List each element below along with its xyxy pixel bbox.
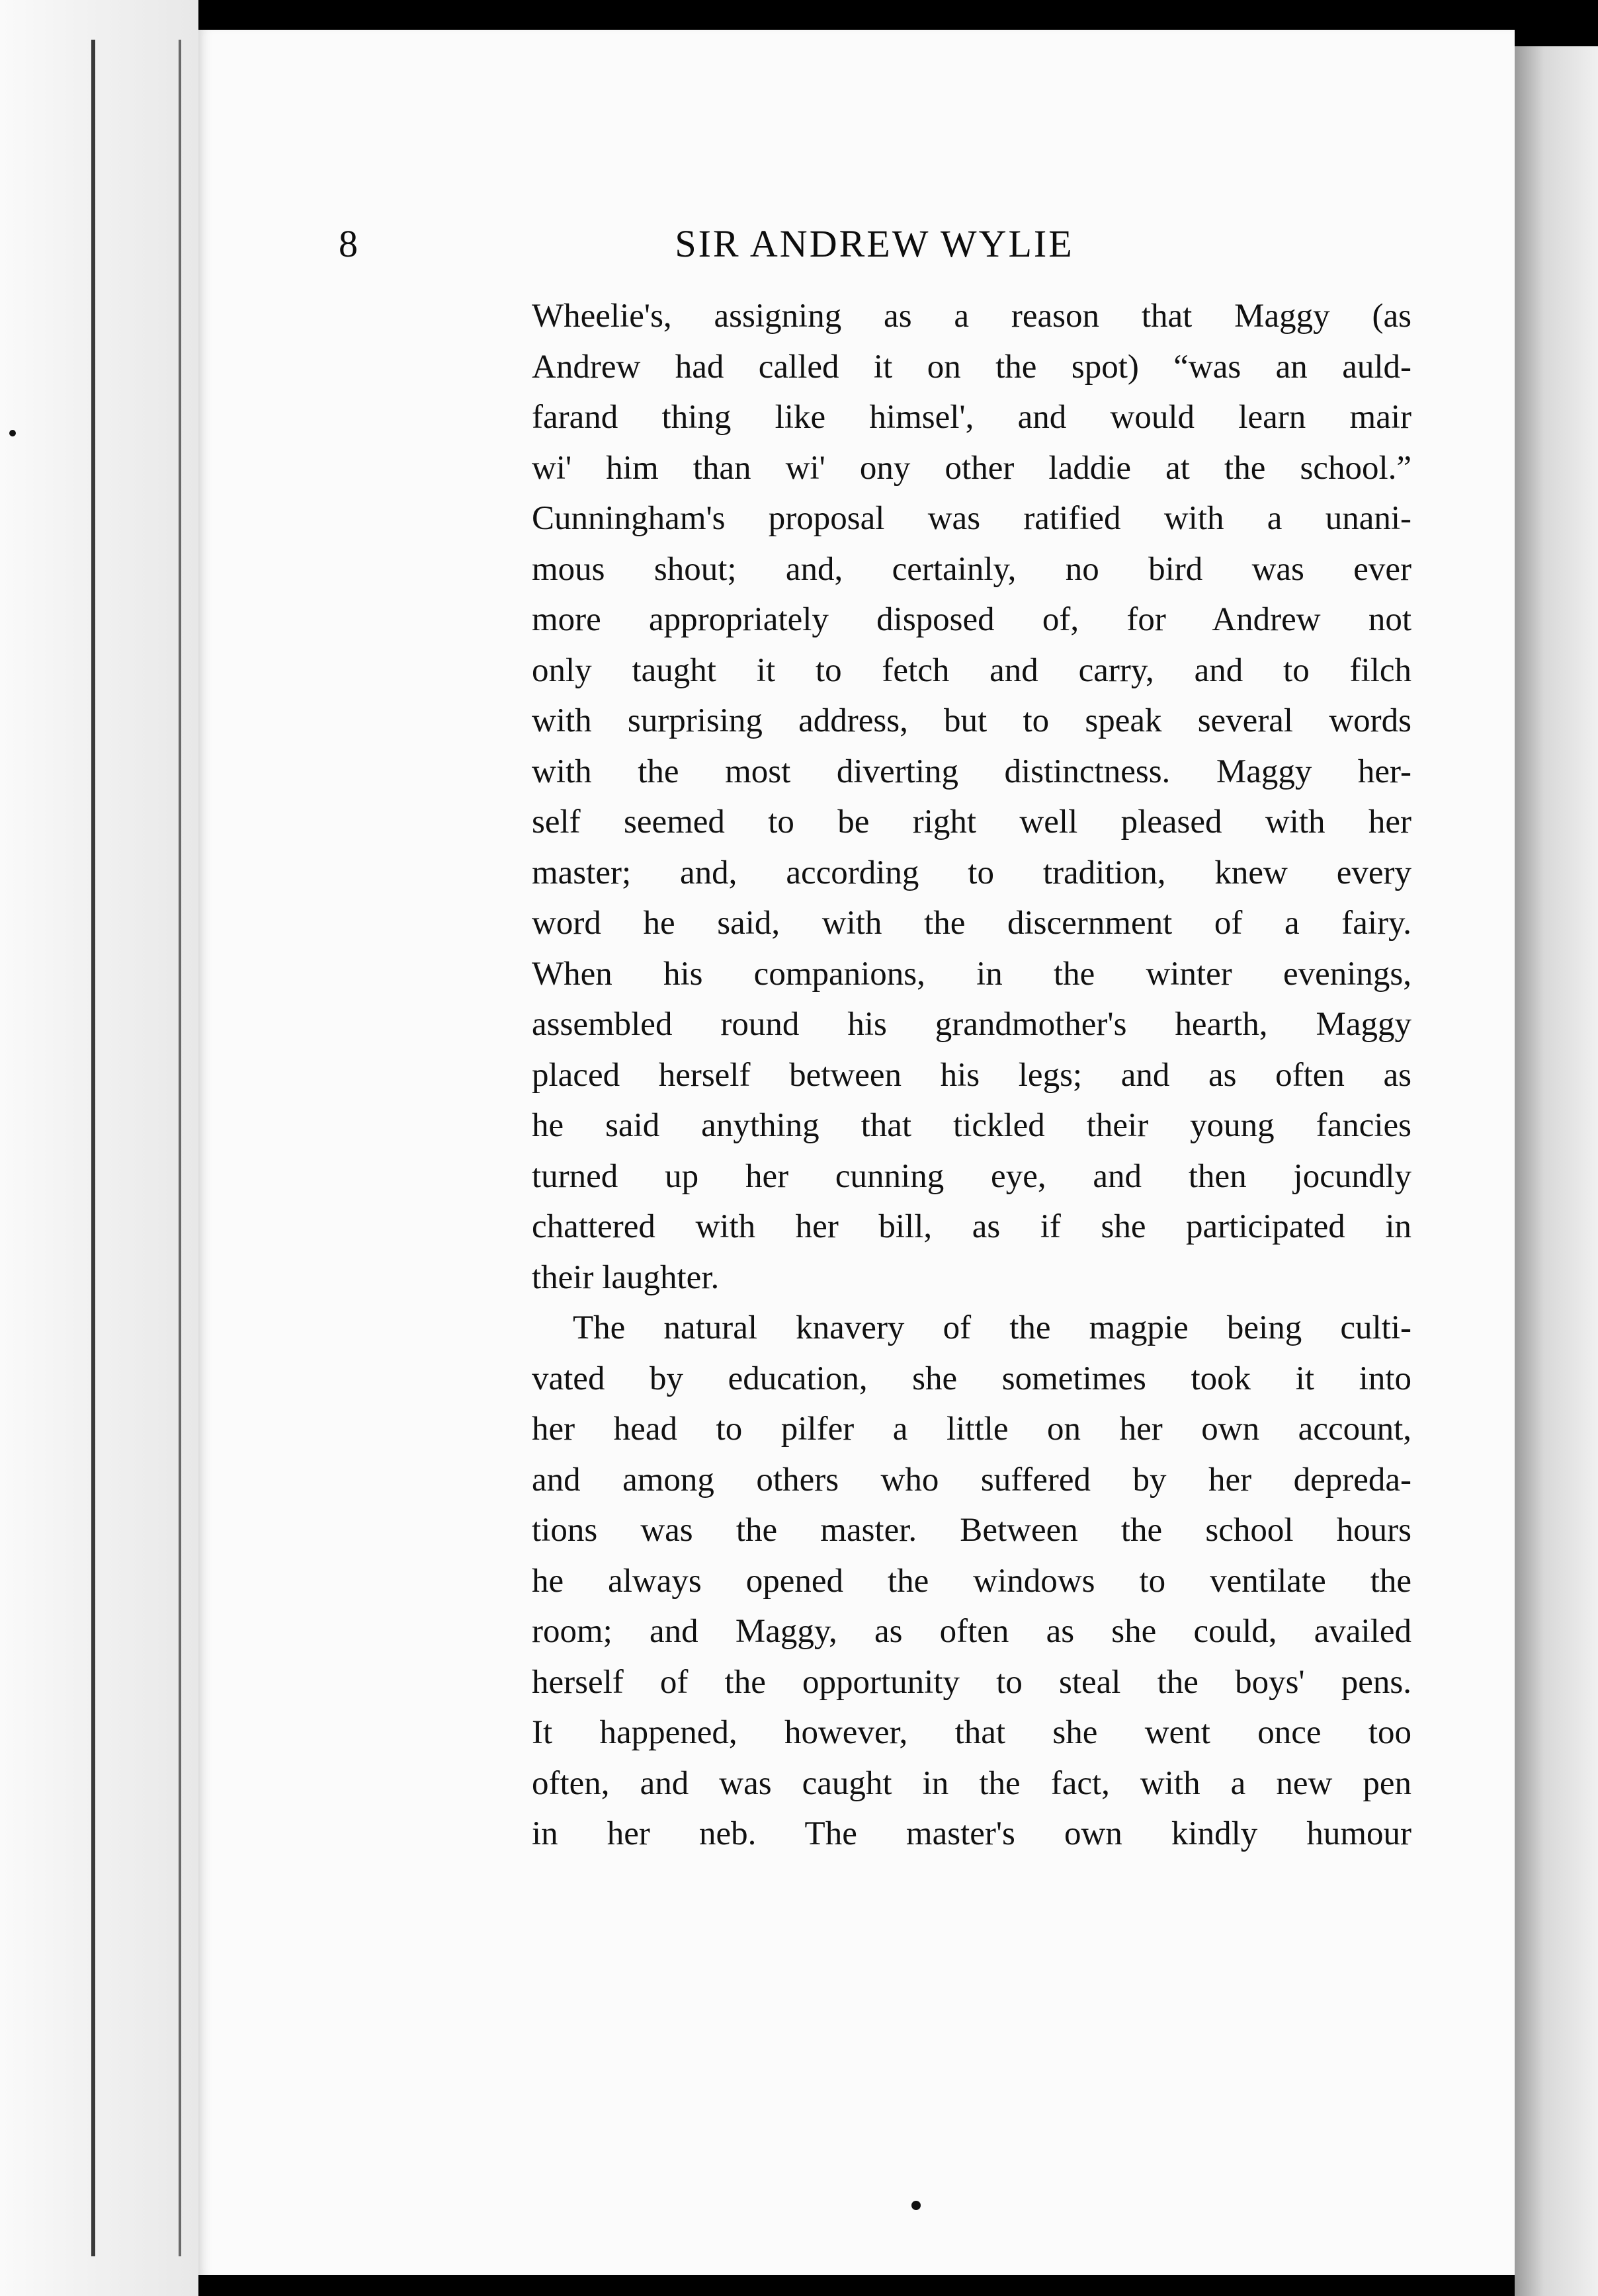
text-line: Cunningham's proposal was ratified with a unani- xyxy=(532,500,1411,537)
text-line: often, and was caught in the fact, with a new pen xyxy=(532,1764,1411,1802)
scan-left-margin xyxy=(0,0,198,2296)
page-header xyxy=(339,222,1410,268)
text-line: It happened, however, that she went once too xyxy=(532,1714,1411,1751)
text-line: The natural knavery of the magpie being culti- xyxy=(573,1309,1411,1346)
text-line: placed herself between his legs; and as often as xyxy=(532,1056,1411,1094)
text-line: in her neb. The master's own kindly humour xyxy=(532,1815,1411,1852)
left-page-fold xyxy=(179,40,181,2256)
text-line: farand thing like himsel', and would learn mair xyxy=(532,399,1411,436)
text-line: he always opened the windows to ventilate the xyxy=(532,1562,1411,1600)
text-line: master; and, according to tradition, knew every xyxy=(532,854,1411,891)
page-number: 8 xyxy=(339,222,360,265)
text-line: room; and Maggy, as often as she could, availed xyxy=(532,1613,1411,1650)
text-line: with the most diverting distinctness. Maggy her- xyxy=(532,753,1411,790)
text-line: vated by education, she sometimes took it into xyxy=(532,1360,1411,1397)
text-line: with surprising address, but to speak several words xyxy=(532,702,1411,739)
text-line: herself of the opportunity to steal the boys' pens. xyxy=(532,1663,1411,1701)
text-line: her head to pilfer a little on her own account, xyxy=(532,1411,1411,1448)
text-line: self seemed to be right well pleased with her xyxy=(532,803,1411,840)
right-page-shadow xyxy=(1515,46,1598,2296)
text-line: Andrew had called it on the spot) “was an auld- xyxy=(532,348,1411,386)
text-line: mous shout; and, certainly, no bird was ever xyxy=(532,550,1411,588)
left-binding-edge xyxy=(91,40,95,2256)
text-line: Wheelie's, assigning as a reason that Maggy (as xyxy=(532,298,1411,335)
text-line: and among others who suffered by her depreda- xyxy=(532,1461,1411,1498)
running-title: SIR ANDREW WYLIE xyxy=(675,222,1074,265)
text-line: only taught it to fetch and carry, and to filch xyxy=(532,651,1411,689)
ink-speck xyxy=(9,430,16,436)
body-text xyxy=(532,291,1411,1860)
ink-speck xyxy=(911,2201,921,2210)
text-line: assembled round his grandmother's hearth, Maggy xyxy=(532,1006,1411,1043)
text-line: he said anything that tickled their young fancies xyxy=(532,1107,1411,1144)
text-line: tions was the master. Between the school hours xyxy=(532,1512,1411,1549)
text-line: chattered with her bill, as if she participated in xyxy=(532,1208,1411,1245)
text-line: their laughter. xyxy=(532,1258,720,1296)
text-line: more appropriately disposed of, for Andrew not xyxy=(532,601,1411,638)
text-line: wi' him than wi' ony other laddie at the school.” xyxy=(532,449,1411,487)
text-line: When his companions, in the winter evenings, xyxy=(532,955,1411,993)
text-line: turned up her cunning eye, and then jocundly xyxy=(532,1157,1411,1195)
text-line: word he said, with the discernment of a fairy. xyxy=(532,905,1411,942)
